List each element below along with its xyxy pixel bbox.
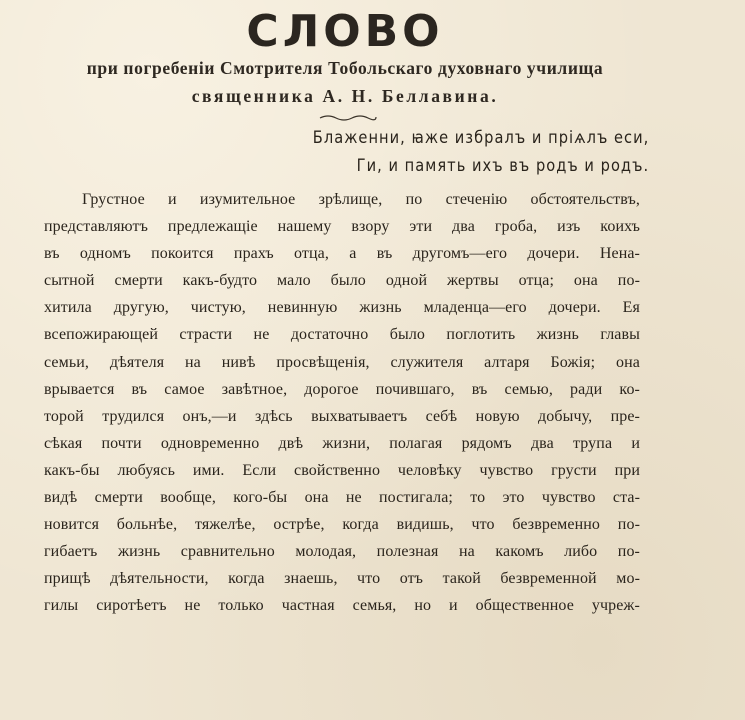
body-line: представляютъ предлежащіе нашему взору эти два гроба, изъ коихъ [44,218,640,236]
body-line: новится больнѣе, тяжелѣе, острѣе, когда видишь, что безвременно по- [44,516,640,534]
body-line: сытной смерти какъ-будто мало было одной жертвы отца; она по- [44,272,640,290]
body-line: прищѣ дѣятельности, когда знаешь, что отъ такой безвременной мо- [44,570,640,588]
body-line: семьи, дѣятеля на нивѣ просвѣщенія, служителя алтаря Божія; она [44,353,640,371]
body-line: гибаетъ жизнь сравнительно молодая, полезная на какомъ либо по- [44,543,640,561]
body-line: въ одномъ покоится прахъ отца, а въ другомъ—его дочери. Нена- [44,245,640,263]
body-text [44,186,640,620]
body-line: хитила другую, чистую, невинную жизнь младенца—его дочери. Ея [44,299,640,317]
body-line: всепожирающей страсти не достаточно было поглотить жизнь главы [44,326,640,344]
epigraph-line-1: Блаженни, ꙗже избралъ и пріѧлъ еси, [312,128,649,148]
ornament-divider [318,112,378,122]
subtitle-line-2: священника А. Н. Беллавина. [191,86,499,106]
epigraph-line-2: Ги, и память ихъ въ родъ и родъ. [356,156,649,176]
body-line: какъ-бы любуясь ими. Если свойственно человѣку чувство грусти при [44,461,640,479]
body-line: сѣкая почти одновременно двѣ жизни, полагая рядомъ два трупа и [44,434,640,452]
subtitle-line-1: при погребеніи Смотрителя Тобольскаго духовнаго училища [86,58,604,78]
body-line: Грустное и изумительное зрѣлище, по стеченію обстоятельствъ, [82,191,640,208]
body-line: врывается въ самое завѣтное, дорогое почившаго, въ семью, ради ко- [44,380,640,398]
body-line: торой трудился онъ,—и здѣсь выхватываетъ себѣ новую добычу, пре- [44,407,640,425]
body-line: гилы сиротѣетъ не только частная семья, но и общественное учреж- [44,597,640,615]
page-title: СЛОВО [246,6,444,57]
body-line: видѣ смерти вообще, кого-бы она не постигала; то это чувство ста- [44,489,640,507]
